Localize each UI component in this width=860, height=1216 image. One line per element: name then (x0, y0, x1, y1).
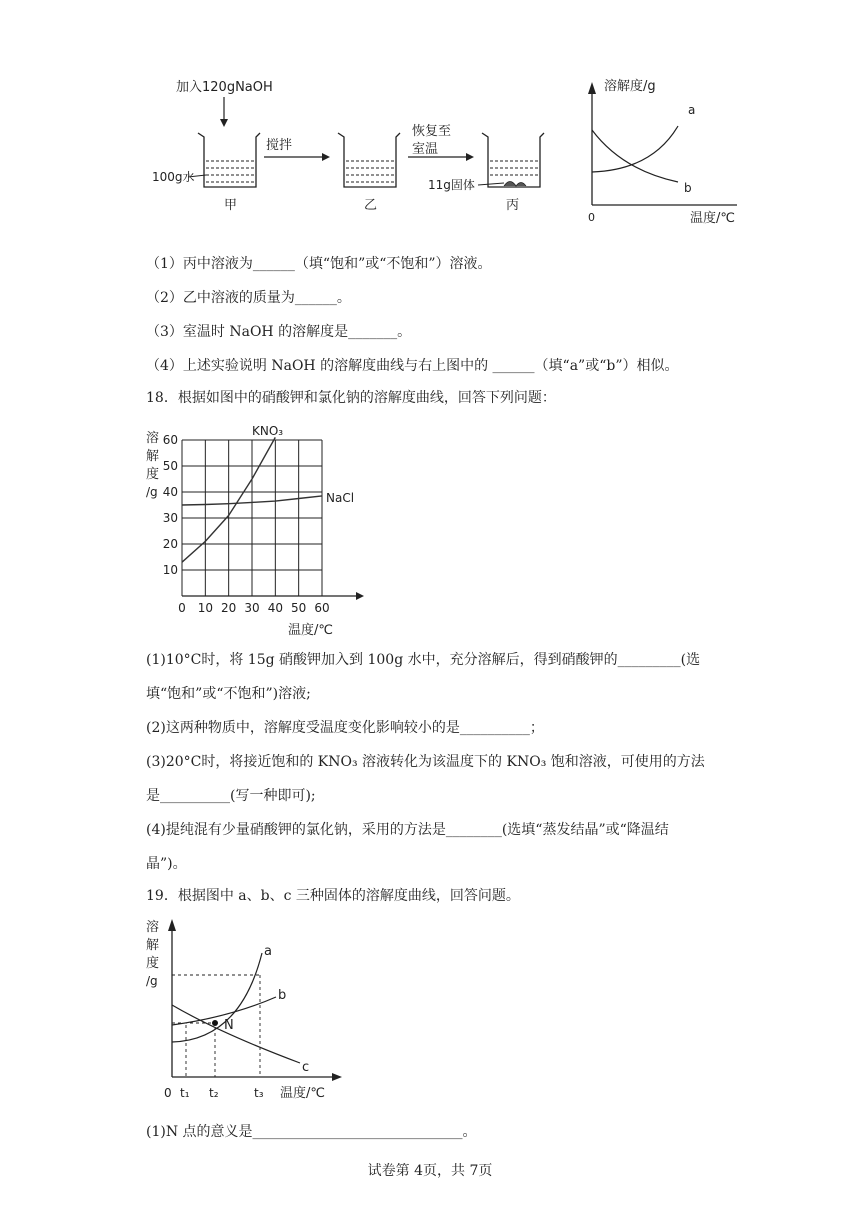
solubility-graph-ab (572, 70, 752, 230)
beaker-yi (338, 133, 400, 187)
curve-c-19 (172, 1005, 300, 1063)
q18-part3b: 是__________(写一种即可); (146, 788, 316, 804)
tick-t3: t₃ (254, 1086, 264, 1100)
q18-part4a: (4)提纯混有少量硝酸钾的氯化钠，采用的方法是________(选填“蒸发结晶”或“降温结 (146, 822, 669, 838)
curve-b (592, 130, 678, 182)
chart19-ylabel (146, 919, 159, 988)
beaker-bing (482, 133, 544, 187)
curve-c-19-label: c (302, 1060, 310, 1075)
q17-part4: （4）上述实验说明 NaOH 的溶解度曲线与右上图中的 ______（填“a”或“b”）相似。 (146, 358, 679, 374)
q18-part1b: 填“饱和”或“不饱和”)溶液; (146, 686, 311, 702)
q17-part3: （3）室温时 NaOH 的溶解度是_______。 (146, 324, 412, 340)
q18-part2: (2)这两种物质中，溶解度受温度变化影响较小的是__________； (146, 720, 544, 736)
x-tick-label: 60 (314, 601, 330, 615)
chart18-ylabel (146, 430, 159, 499)
chart19-xlabel: 温度/℃ (280, 1086, 325, 1101)
restore-label-2: 室温 (412, 142, 439, 157)
svg-text:溶: 溶 (146, 431, 160, 446)
svg-text:溶: 溶 (146, 920, 160, 935)
y-tick-label: 30 (162, 511, 178, 525)
stir-label: 搅拌 (266, 138, 293, 153)
nacl-label: NaCl (326, 491, 355, 505)
q19-stem: 19．根据图中 a、b、c 三种固体的溶解度曲线，回答问题。 (146, 888, 520, 904)
graph-ab-origin: 0 (588, 211, 595, 224)
svg-text:解: 解 (146, 938, 160, 953)
curve-a-label: a (688, 103, 696, 117)
curve-a (592, 126, 678, 172)
q18-part1a: (1)10°C时，将 15g 硝酸钾加入到 100g 水中，充分溶解后，得到硝酸钾的_________(选 (146, 652, 701, 668)
solubility-chart-kno3-nacl (140, 420, 380, 640)
x-tick-label: 30 (244, 601, 260, 615)
svg-text:/g: /g (146, 974, 158, 988)
q19-part1: (1)N 点的意义是______________________________。 (146, 1124, 477, 1140)
graph-ab-xlabel: 温度/℃ (690, 211, 735, 226)
page-footer: 试卷第 4页，共 7页 (367, 1163, 493, 1179)
x-tick-label: 10 (197, 601, 213, 615)
solid-label: 11g固体 (428, 178, 475, 192)
curve-a-19-label: a (264, 944, 272, 959)
svg-text:解: 解 (146, 449, 160, 464)
chart18-xlabel: 温度/℃ (288, 623, 333, 638)
y-tick-label: 10 (162, 563, 178, 577)
curve-b-19-label: b (278, 988, 287, 1003)
tick-t2: t₂ (209, 1086, 219, 1100)
beaker-jia (198, 133, 260, 187)
x-tick-label: 40 (267, 601, 283, 615)
tick-t1: t₁ (180, 1086, 190, 1100)
solubility-chart-abc (140, 915, 360, 1115)
graph-ab-ylabel: 溶解度/g (604, 79, 656, 94)
q17-part2: （2）乙中溶液的质量为______。 (146, 290, 351, 306)
svg-text:/g: /g (146, 485, 158, 499)
svg-text:度: 度 (146, 956, 160, 971)
point-n-label: N (224, 1018, 234, 1033)
y-tick-label: 20 (162, 537, 178, 551)
restore-label-1: 恢复至 (412, 124, 452, 139)
beaker-label-bing: 丙 (506, 198, 520, 213)
add-naoh-label: 加入120gNaOH (176, 80, 273, 95)
x-axis-arrow (356, 592, 364, 600)
q18-part3a: (3)20°C时，将接近饱和的 KNO₃ 溶液转化为该温度下的 KNO₃ 饱和溶液，可使用的方法 (146, 754, 705, 770)
x-tick-label: 0 (178, 601, 186, 615)
x-tick-label: 50 (291, 601, 307, 615)
q17-part1: （1）丙中溶液为______（填“饱和”或“不饱和”）溶液。 (146, 256, 492, 272)
water-label: 100g水 (152, 170, 195, 184)
q18-part4b: 晶”)。 (146, 856, 187, 872)
chart19-origin: 0 (164, 1086, 172, 1100)
curve-b-label: b (684, 181, 692, 195)
x-tick-label: 20 (221, 601, 237, 615)
y-tick-label: 50 (162, 459, 178, 473)
svg-text:度: 度 (146, 467, 160, 482)
point-n (212, 1020, 218, 1026)
y-tick-label: 60 (162, 433, 178, 447)
kno3-label: KNO₃ (252, 424, 284, 438)
beaker-label-yi: 乙 (364, 198, 378, 213)
beaker-label-jia: 甲 (224, 198, 238, 213)
q18-stem: 18．根据如图中的硝酸钾和氯化钠的溶解度曲线，回答下列问题： (146, 390, 556, 406)
y-tick-label: 40 (162, 485, 178, 499)
